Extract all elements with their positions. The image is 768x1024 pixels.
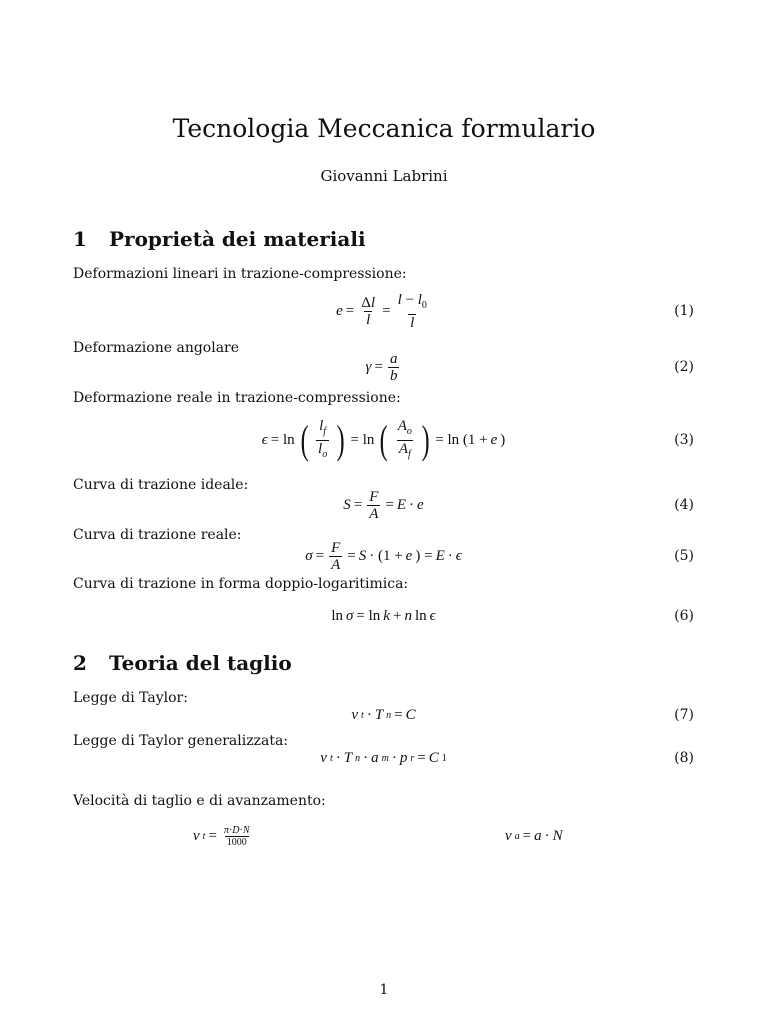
paragraph: Legge di Taylor: bbox=[73, 690, 188, 706]
equation-7: v t · T n = C (7) bbox=[351, 706, 694, 723]
paragraph: Deformazioni lineari in trazione-compressione: bbox=[73, 266, 407, 282]
equation-3: ϵ = ln ( $\frac{l_f}{l_o}$ ) = ln ( $\frac{A_o}{A_f}$ ) = ln (1 + e ) (3) bbox=[261, 417, 694, 462]
paragraph: Legge di Taylor generalizzata: bbox=[73, 733, 289, 749]
page-number: 1 bbox=[379, 982, 389, 998]
equation-feed-speed: v a = a · N bbox=[505, 827, 563, 844]
equation-cutting-speed: v t = $\frac{\pi\cdot D\cdot N}{1000}$ bbox=[193, 824, 250, 848]
equation-number: (4) bbox=[674, 497, 694, 513]
paragraph: Curva di trazione in forma doppio-logaritimica: bbox=[73, 576, 409, 592]
paragraph: Velocità di taglio e di avanzamento: bbox=[73, 793, 326, 809]
equation-number: (1) bbox=[674, 303, 694, 319]
paragraph: Deformazione reale in trazione-compressione: bbox=[73, 390, 401, 406]
equation-number: (5) bbox=[674, 548, 694, 564]
equation-number: (7) bbox=[674, 707, 694, 723]
paragraph: Curva di trazione ideale: bbox=[73, 477, 249, 493]
equation-5: σ = $\frac{F}{A}$ = S · (1 + e ) = E · ϵ (5) bbox=[305, 539, 694, 573]
document-title: Tecnologia Meccanica formulario bbox=[172, 114, 596, 143]
equation-1: e = $\frac{\Delta l}{l}$ = $\frac{l - l_0}{l}$ (1) bbox=[336, 291, 694, 331]
equation-number: (6) bbox=[674, 608, 694, 624]
paragraph: Deformazione angolare bbox=[73, 340, 240, 356]
section-heading-1 bbox=[73, 225, 366, 253]
section-title: Proprietà dei materiali bbox=[109, 227, 366, 251]
equation-number: (2) bbox=[674, 359, 694, 375]
equation-number: (3) bbox=[674, 432, 694, 448]
document-author: Giovanni Labrini bbox=[320, 167, 448, 185]
section-heading-2 bbox=[73, 649, 292, 677]
section-number: 2 bbox=[73, 651, 87, 675]
equation-number: (8) bbox=[674, 750, 694, 766]
equation-8: v t · T n · a m · p r = C 1 (8) bbox=[320, 749, 694, 766]
section-number: 1 bbox=[73, 227, 87, 251]
section-title: Teoria del taglio bbox=[109, 651, 292, 675]
equation-4: S = $\frac{F}{A}$ = E · e (4) bbox=[343, 488, 694, 522]
equation-2: γ = $\frac{a}{b}$ (2) bbox=[365, 350, 694, 384]
paragraph: Curva di trazione reale: bbox=[73, 527, 242, 543]
equation-6: ln σ = ln k + n ln ϵ (6) bbox=[331, 607, 694, 624]
